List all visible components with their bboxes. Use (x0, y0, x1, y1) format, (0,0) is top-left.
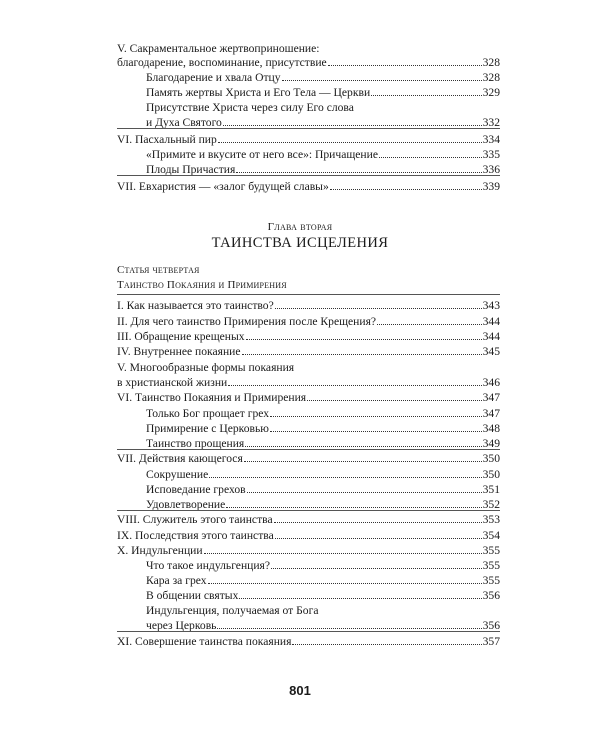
toc-entry: VII. Действия кающегося 350 (117, 452, 500, 465)
toc-entry: VII. Евхаристия — «залог будущей славы» 339 (117, 180, 500, 193)
page-ref: 346 (482, 376, 500, 389)
chapter-label: Глава вторая (267, 221, 333, 233)
page-ref: 344 (482, 315, 500, 328)
page-ref: 352 (482, 498, 500, 511)
divider (117, 128, 500, 129)
page-ref: 343 (482, 299, 500, 312)
toc-entry: IV. Внутреннее покаяние 345 (117, 345, 500, 358)
toc-subentry: Плоды Причастия 336 (146, 163, 500, 176)
page-ref: 354 (482, 529, 500, 542)
page-ref: 339 (482, 180, 500, 193)
toc-subentry: Благодарение и хвала Отцу 328 (146, 71, 500, 84)
toc-subentry: Сокрушение 350 (146, 468, 500, 481)
toc-subentry: Кара за грех 355 (146, 574, 500, 587)
toc-entry: III. Обращение крещеных 344 (117, 330, 500, 343)
toc-subentry: Только Бог прощает грех 347 (146, 407, 500, 420)
page-ref: 350 (482, 452, 500, 465)
page-ref: 334 (482, 133, 500, 146)
divider (117, 510, 500, 511)
toc-subentry: через Церковь 356 (146, 619, 500, 632)
toc-entry: благодарение, воспоминание, присутствие 328 (117, 56, 500, 69)
toc-subentry: В общении святых 356 (146, 589, 500, 602)
toc-entry: IX. Последствия этого таинства 354 (117, 529, 500, 542)
page-ref: 349 (482, 437, 500, 450)
toc-entry: XI. Совершение таинства покаяния 357 (117, 635, 500, 648)
toc-entry: VIII. Служитель этого таинства 353 (117, 513, 500, 526)
toc-entry: V. Многообразные формы покаяния (117, 361, 295, 374)
toc-subentry: Исповедание грехов 351 (146, 483, 500, 496)
page-ref: 347 (482, 407, 500, 420)
toc-subentry: Память жертвы Христа и Его Тела — Церкви 329 (146, 86, 500, 99)
toc-subentry: Что такое индульгенция? 355 (146, 559, 500, 572)
divider (117, 449, 500, 450)
page-ref: 347 (482, 391, 500, 404)
page-ref: 351 (482, 483, 500, 496)
page-ref: 355 (482, 544, 500, 557)
toc-subentry: Индульгенция, получаемая от Бога (146, 604, 319, 617)
toc-entry: I. Как называется это таинство? 343 (117, 299, 500, 312)
toc-entry: в христианской жизни 346 (117, 376, 500, 389)
toc-subentry: Таинство прощения 349 (146, 437, 500, 450)
toc-entry: V. Сакраментальное жертвоприношение: (117, 42, 320, 55)
page-ref: 353 (482, 513, 500, 526)
divider (117, 631, 500, 632)
page-ref: 345 (482, 345, 500, 358)
toc-subentry: Примирение с Церковью 348 (146, 422, 500, 435)
page-ref: 357 (482, 635, 500, 648)
page-ref: 355 (482, 574, 500, 587)
toc-subentry: «Примите и вкусите от него все»: Причащение 335 (146, 148, 500, 161)
page-ref: 355 (482, 559, 500, 572)
article-label: Статья четвертая (117, 264, 200, 276)
page-ref: 356 (482, 589, 500, 602)
toc-subentry: и Духа Святого 332 (146, 116, 500, 129)
page-ref: 356 (482, 619, 500, 632)
divider (117, 175, 500, 176)
chapter-title: ТАИНСТВА ИСЦЕЛЕНИЯ (211, 235, 389, 251)
page-ref: 328 (482, 71, 500, 84)
page-ref: 336 (482, 163, 500, 176)
article-title: Таинство Покаяния и Примирения (117, 279, 287, 291)
toc-subentry: Удовлетворение 352 (146, 498, 500, 511)
page-ref: 350 (482, 468, 500, 481)
toc-entry: VI. Таинство Покаяния и Примирения 347 (117, 391, 500, 404)
page-ref: 344 (482, 330, 500, 343)
page-ref: 328 (482, 56, 500, 69)
page-ref: 335 (482, 148, 500, 161)
toc-subentry: Присутствие Христа через силу Его слова (146, 101, 354, 114)
page-number: 801 (289, 683, 311, 698)
page-ref: 329 (482, 86, 500, 99)
page-ref: 332 (482, 116, 500, 129)
toc-entry: VI. Пасхальный пир 334 (117, 133, 500, 146)
toc-entry: II. Для чего таинство Примирения после Крещения? 344 (117, 315, 500, 328)
divider (117, 294, 500, 295)
toc-entry: X. Индульгенции 355 (117, 544, 500, 557)
page-ref: 348 (482, 422, 500, 435)
